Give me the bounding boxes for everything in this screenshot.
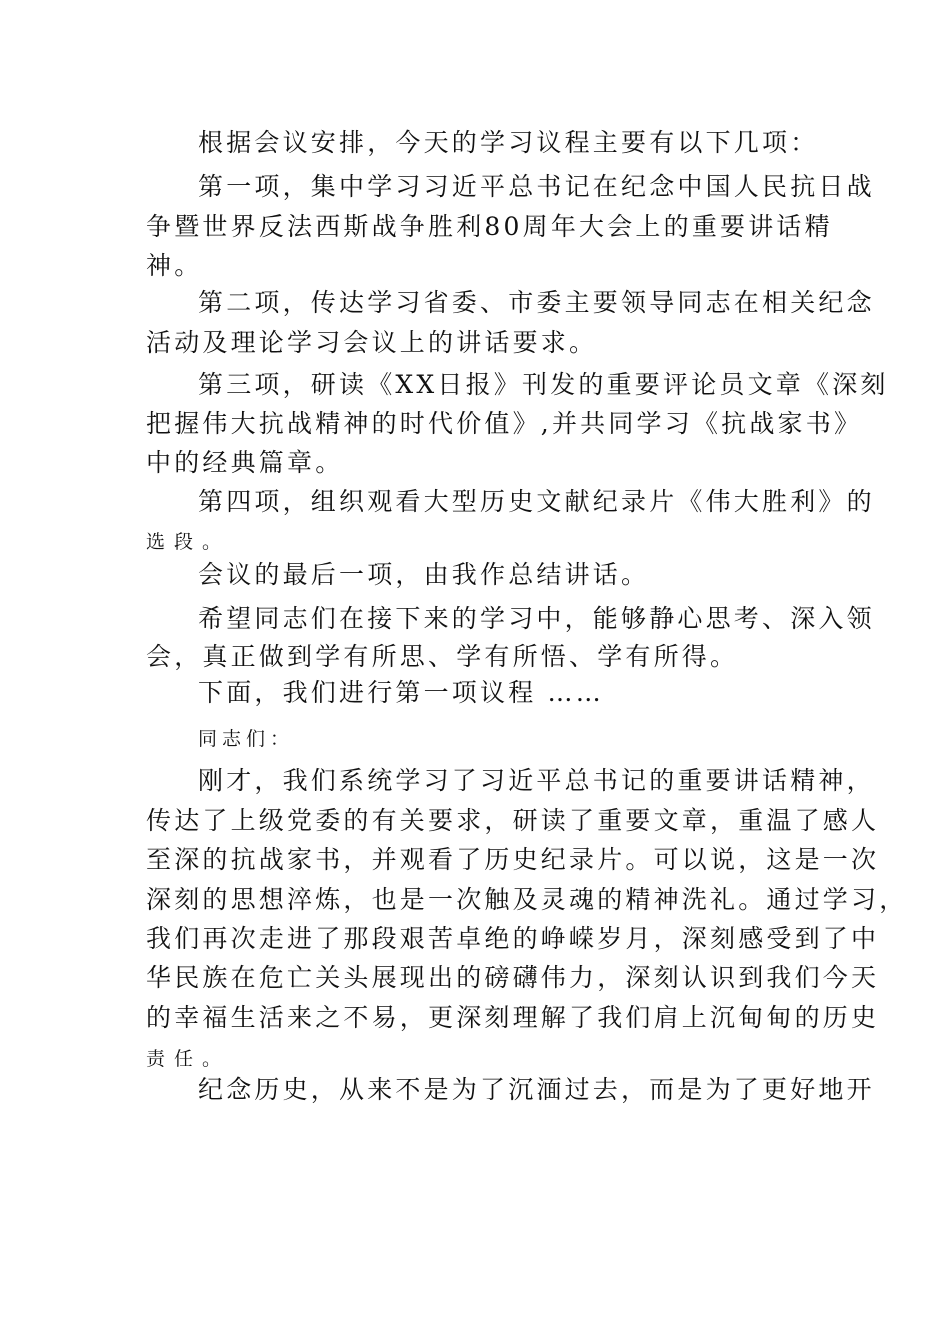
summary-paragraph-line-8: 责任。 xyxy=(146,1048,231,1070)
summary-paragraph-line-2: 传达了上级党委的有关要求，研读了重要文章，重温了感人 xyxy=(146,806,880,835)
comrades-salutation: 同志们： xyxy=(198,728,295,750)
hope-paragraph-line-2: 会，真正做到学有所思、学有所悟、学有所得。 xyxy=(146,642,739,671)
agenda-item-1-line-3: 神。 xyxy=(146,251,203,280)
agenda-item-4-line-2: 选段。 xyxy=(146,531,231,553)
agenda-item-1-line-1: 第一项，集中学习习近平总书记在纪念中国人民抗日战 xyxy=(198,172,875,201)
agenda-intro: 根据会议安排，今天的学习议程主要有以下几项： xyxy=(198,128,819,157)
agenda-item-2-line-1: 第二项，传达学习省委、市委主要领导同志在相关纪念 xyxy=(198,288,875,317)
summary-paragraph-line-3: 至深的抗战家书，并观看了历史纪录片。可以说，这是一次 xyxy=(146,845,880,874)
history-paragraph-line-1: 纪念历史，从来不是为了沉湎过去，而是为了更好地开 xyxy=(198,1075,875,1104)
agenda-final-item: 会议的最后一项，由我作总结讲话。 xyxy=(198,560,650,589)
agenda-item-2-line-2: 活动及理论学习会议上的讲话要求。 xyxy=(146,328,598,357)
summary-paragraph-line-5: 我们再次走进了那段艰苦卓绝的峥嵘岁月，深刻感受到了中 xyxy=(146,924,880,953)
agenda-item-3-line-3: 中的经典篇章。 xyxy=(146,448,344,477)
agenda-item-3-line-2: 把握伟大抗战精神的时代价值》,并共同学习《抗战家书》 xyxy=(146,409,863,438)
agenda-item-1-line-2: 争暨世界反法西斯战争胜利80周年大会上的重要讲话精 xyxy=(146,212,833,241)
summary-paragraph-line-6: 华民族在危亡关头展现出的磅礴伟力，深刻认识到我们今天 xyxy=(146,963,880,992)
agenda-item-3-line-1: 第三项，研读《XX日报》刊发的重要评论员文章《深刻 xyxy=(198,370,889,399)
summary-paragraph-line-4: 深刻的思想淬炼，也是一次触及灵魂的精神洗礼。通过学习， xyxy=(146,885,908,914)
hope-paragraph-line-1: 希望同志们在接下来的学习中，能够静心思考、深入领 xyxy=(198,604,875,633)
summary-paragraph-line-7: 的幸福生活来之不易，更深刻理解了我们肩上沉甸甸的历史 xyxy=(146,1003,880,1032)
next-agenda-line: 下面，我们进行第一项议程 …… xyxy=(198,678,604,707)
agenda-item-4-line-1: 第四项，组织观看大型历史文献纪录片《伟大胜利》的 xyxy=(198,487,875,516)
summary-paragraph-line-1: 刚才，我们系统学习了习近平总书记的重要讲话精神， xyxy=(198,766,875,795)
